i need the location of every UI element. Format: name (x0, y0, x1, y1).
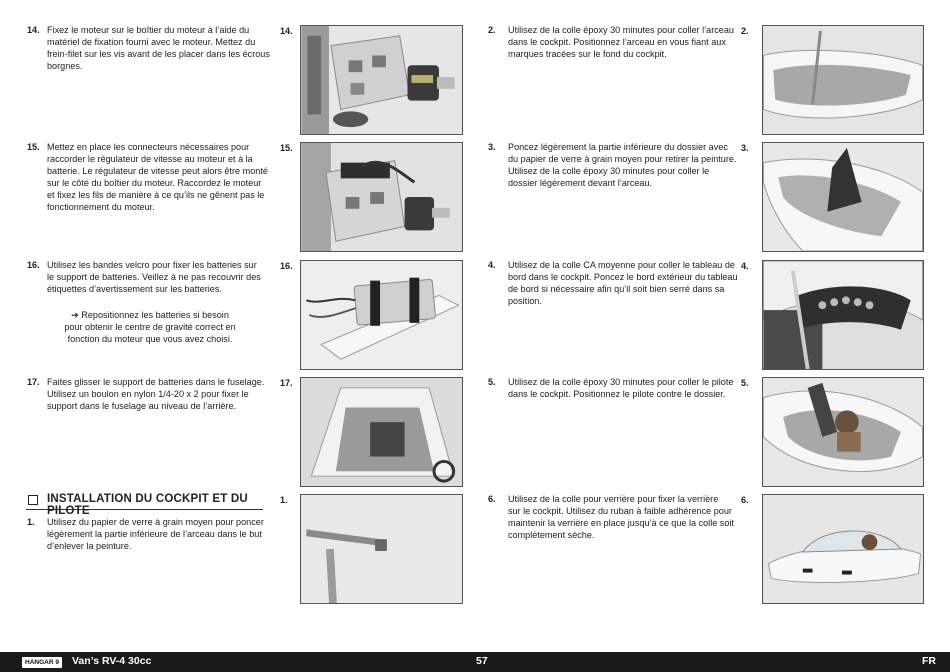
figure-label: 5. (741, 378, 749, 388)
note-callout (40, 309, 260, 345)
section-header (26, 492, 263, 517)
photo-instrument-panel (762, 260, 924, 370)
step-text-line: dans le cockpit. Positionnez le pilote contre le dossier. (508, 389, 726, 399)
step-text-line: batterie. Le régulateur de vitesse peut alors être monté (47, 166, 268, 176)
step-text-line: dans le cockpit. Positionnez l’arceau en vous fiant aux (508, 37, 726, 47)
step-text-line: Utilisez de la colle CA moyenne pour coller le tableau de (508, 260, 735, 270)
step-text-line: Faites glisser le support de batteries dans le fuselage. (47, 377, 265, 387)
step-text-line: maintenir la verrière en place jusqu’à ce que la colle soit (508, 518, 734, 528)
step-text-line: Utilisez de la colle époxy 30 minutes pour coller le (508, 166, 710, 176)
step-text-line: Mettez en place les connecteurs nécessaires pour (47, 142, 250, 152)
model-name: Van’s RV-4 30cc (72, 655, 152, 667)
step-text-line: Utilisez du papier de verre à grain moyen pour poncer (47, 517, 264, 527)
step-text-line: complètement sèche. (508, 530, 595, 540)
step-number: 15. (27, 142, 40, 152)
photo-sanding-arch (300, 494, 463, 604)
step-number: 6. (488, 494, 496, 504)
hangar9-logo: HANGAR 9 (22, 657, 62, 668)
step-text-line: le support de batteries. Veillez à ne pas recouvrir des (47, 272, 261, 282)
step-number: 1. (27, 517, 35, 527)
step-text-line: support dans le fuselage au niveau de l’arrière. (47, 401, 237, 411)
figure-label: 17. (280, 378, 293, 388)
step-text-line: étiquettes d’avertissement sur les batteries. (47, 284, 222, 294)
step-text-line: borgnes. (47, 61, 83, 71)
step-number: 5. (488, 377, 496, 387)
step-text-line: dossier légèrement devant l’arceau. (508, 178, 653, 188)
step-text-line: raccorder le régulateur de vitesse au moteur et à la (47, 154, 253, 164)
language-code: FR (922, 655, 936, 667)
step-number: 2. (488, 25, 496, 35)
step-text-line: Fixez le moteur sur le boîtier du moteur à l’aide du (47, 25, 250, 35)
step-text-line: sur le côté du boîtier du moteur. Raccordez le moteur (47, 178, 262, 188)
step-text-line: marques tracées sur le fond du cockpit. (508, 49, 667, 59)
photo-speed-controller (300, 142, 463, 252)
page-number: 57 (476, 655, 488, 667)
checkbox-icon (28, 495, 38, 505)
step-text-line: Utilisez de la colle époxy 30 minutes pour coller l’arceau (508, 25, 734, 35)
step-number: 3. (488, 142, 496, 152)
section-title: INSTALLATION DU COCKPIT ET DU PILOTE (47, 493, 248, 517)
figure-label: 4. (741, 261, 749, 271)
step-text-line: Utilisez les bandes velcro pour fixer les batteries sur (47, 260, 257, 270)
figure-label: 1. (280, 495, 288, 505)
step-text-line: Utilisez de la colle époxy 30 minutes pour coller le pilote (508, 377, 734, 387)
page-footer (0, 652, 950, 672)
step-text-line: légèrement la partie inférieure de l’arceau dans le but (47, 529, 262, 539)
step-text-line: et fixez les fils de manière à ce qu’ils ne gênent pas le (47, 190, 265, 200)
step-text-line: frein-filet sur les vis avant de les placer dans les écrous (47, 49, 270, 59)
figure-label: 16. (280, 261, 293, 271)
photo-battery-tray (300, 260, 463, 370)
step-text-line: Utilisez un boulon en nylon 1/4-20 x 2 pour fixer le (47, 389, 249, 399)
step-text-line: Poncez légèrement la partie inférieure du dossier avec (508, 142, 728, 152)
step-number: 4. (488, 260, 496, 270)
step-number: 17. (27, 377, 40, 387)
note-text-line: fonction du moteur que vous avez choisi. (67, 334, 233, 344)
photo-cockpit-pilot (762, 377, 924, 487)
photo-fuselage-interior (300, 377, 463, 487)
note-text-line: pour obtenir le centre de gravité correct en (64, 322, 236, 332)
figure-label: 3. (741, 143, 749, 153)
figure-label: 6. (741, 495, 749, 505)
photo-canopy (762, 494, 924, 604)
photo-motor-box (300, 25, 463, 135)
figure-label: 15. (280, 143, 293, 153)
step-text-line: de bord si nécessaire afin qu’il soit bien serré dans sa (508, 284, 725, 294)
step-text-line: du papier de verre à grain moyen pour retirer la peinture. (508, 154, 737, 164)
step-text-line: position. (508, 296, 542, 306)
photo-cockpit-seatback (762, 142, 924, 252)
step-text-line: matériel de fixation fourni avec le moteur. Mettez du (47, 37, 256, 47)
note-text-line: Repositionnez les batteries si besoin (81, 310, 229, 320)
step-number: 14. (27, 25, 40, 35)
step-text-line: d’enlever la peinture. (47, 541, 132, 551)
figure-label: 2. (741, 26, 749, 36)
step-text-line: bord dans le cockpit. Poncez le bord extérieur du tableau (508, 272, 738, 282)
step-text-line: Utilisez de la colle pour verrière pour fixer la verrière (508, 494, 719, 504)
step-number: 16. (27, 260, 40, 270)
figure-label: 14. (280, 26, 293, 36)
photo-cockpit-arch (762, 25, 924, 135)
step-text-line: fonctionnement du moteur. (47, 202, 155, 212)
step-text-line: sur le cockpit. Utilisez du ruban à faible adhérence pour (508, 506, 732, 516)
arrow-right-icon: ➔ (71, 310, 79, 320)
